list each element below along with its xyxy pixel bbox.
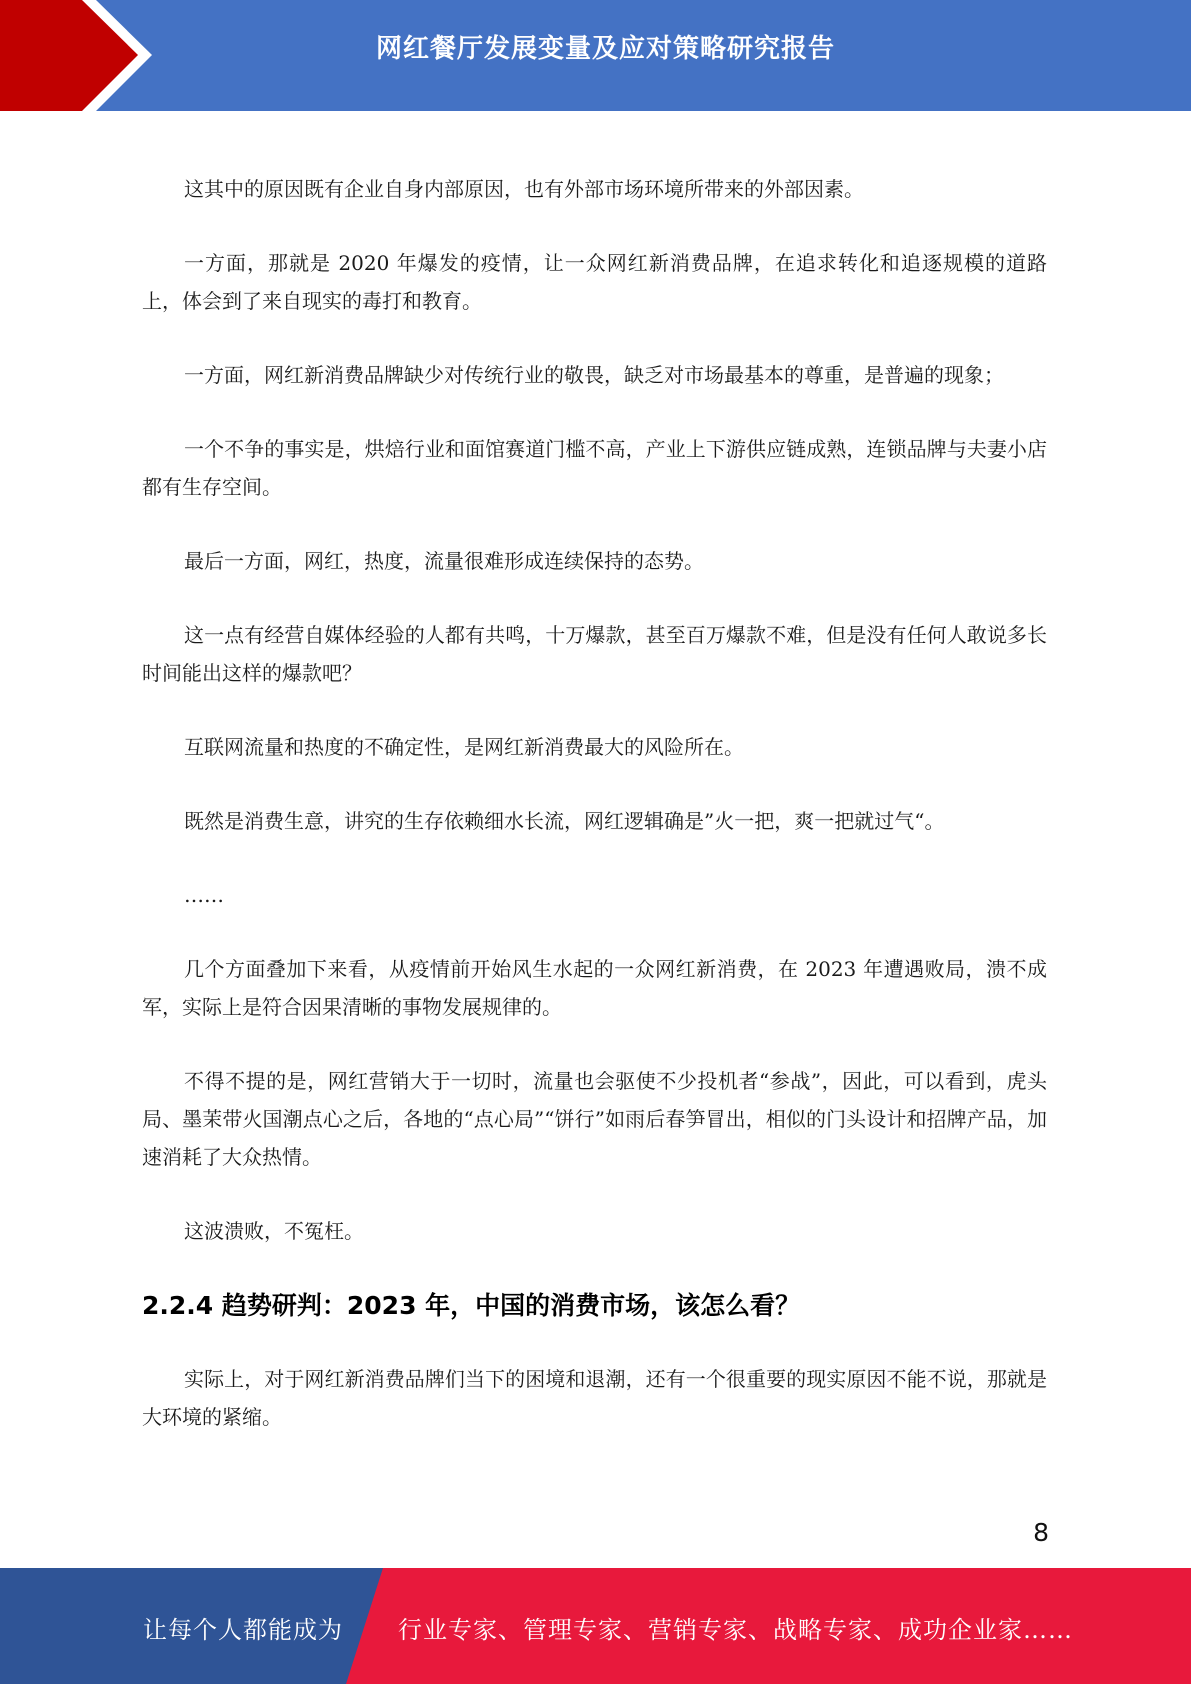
header-title: 网红餐厅发展变量及应对策略研究报告: [375, 34, 835, 64]
body-paragraph: 一方面，那就是 2020 年爆发的疫情，让一众网红新消费品牌，在追求转化和追逐规模的道路上，体会到了来自现实的毒打和教育。: [142, 251, 1047, 313]
body-paragraph: 这其中的原因既有企业自身内部原因，也有外部市场环境所带来的外部因素。: [184, 177, 864, 201]
body-paragraph: 这波溃败，不冤枉。: [184, 1219, 364, 1243]
page-header: [0, 0, 1191, 111]
body-paragraph: 互联网流量和热度的不确定性，是网红新消费最大的风险所在。: [184, 735, 744, 759]
body-paragraph: 一个不争的事实是，烘焙行业和面馆赛道门槛不高，产业上下游供应链成熟，连锁品牌与夫妻小店都有生存空间。: [142, 437, 1047, 499]
body-paragraph: 一方面，网红新消费品牌缺少对传统行业的敬畏，缺乏对市场最基本的尊重，是普遍的现象；: [184, 363, 1004, 387]
body-paragraph: 不得不提的是，网红营销大于一切时，流量也会驱使不少投机者“参战”，因此，可以看到，虎头局、墨茉带火国潮点心之后，各地的“点心局”“饼行”如雨后春笋冒出，相似的门头设计和招牌产品，加速消耗了大众热情。: [142, 1069, 1047, 1169]
page-footer: [0, 1568, 1191, 1684]
body-paragraph: 这一点有经营自媒体经验的人都有共鸣，十万爆款，甚至百万爆款不难，但是没有任何人敢说多长时间能出这样的爆款吧？: [142, 623, 1047, 685]
ellipsis-paragraph: ……: [184, 883, 224, 907]
body-paragraph: 几个方面叠加下来看，从疫情前开始风生水起的一众网红新消费，在 2023 年遭遇败局，溃不成军，实际上是符合因果清晰的事物发展规律的。: [142, 957, 1047, 1019]
body-paragraph: 既然是消费生意，讲究的生存依赖细水长流，网红逻辑确是”火一把，爽一把就过气“。: [184, 809, 945, 833]
footer-slogan-right: 行业专家、管理专家、营销专家、战略专家、成功企业家……: [398, 1616, 1073, 1644]
page-number: 8: [1033, 1518, 1049, 1547]
footer-slogan-left: 让每个人都能成为: [143, 1616, 343, 1644]
body-paragraph: 实际上，对于网红新消费品牌们当下的困境和退潮，还有一个很重要的现实原因不能不说，那就是大环境的紧缩。: [142, 1367, 1047, 1429]
document-body: [142, 170, 1047, 1472]
body-paragraph: 最后一方面，网红，热度，流量很难形成连续保持的态势。: [184, 549, 704, 573]
section-heading: 2.2.4 趋势研判：2023 年，中国的消费市场，该怎么看？: [142, 1291, 801, 1320]
